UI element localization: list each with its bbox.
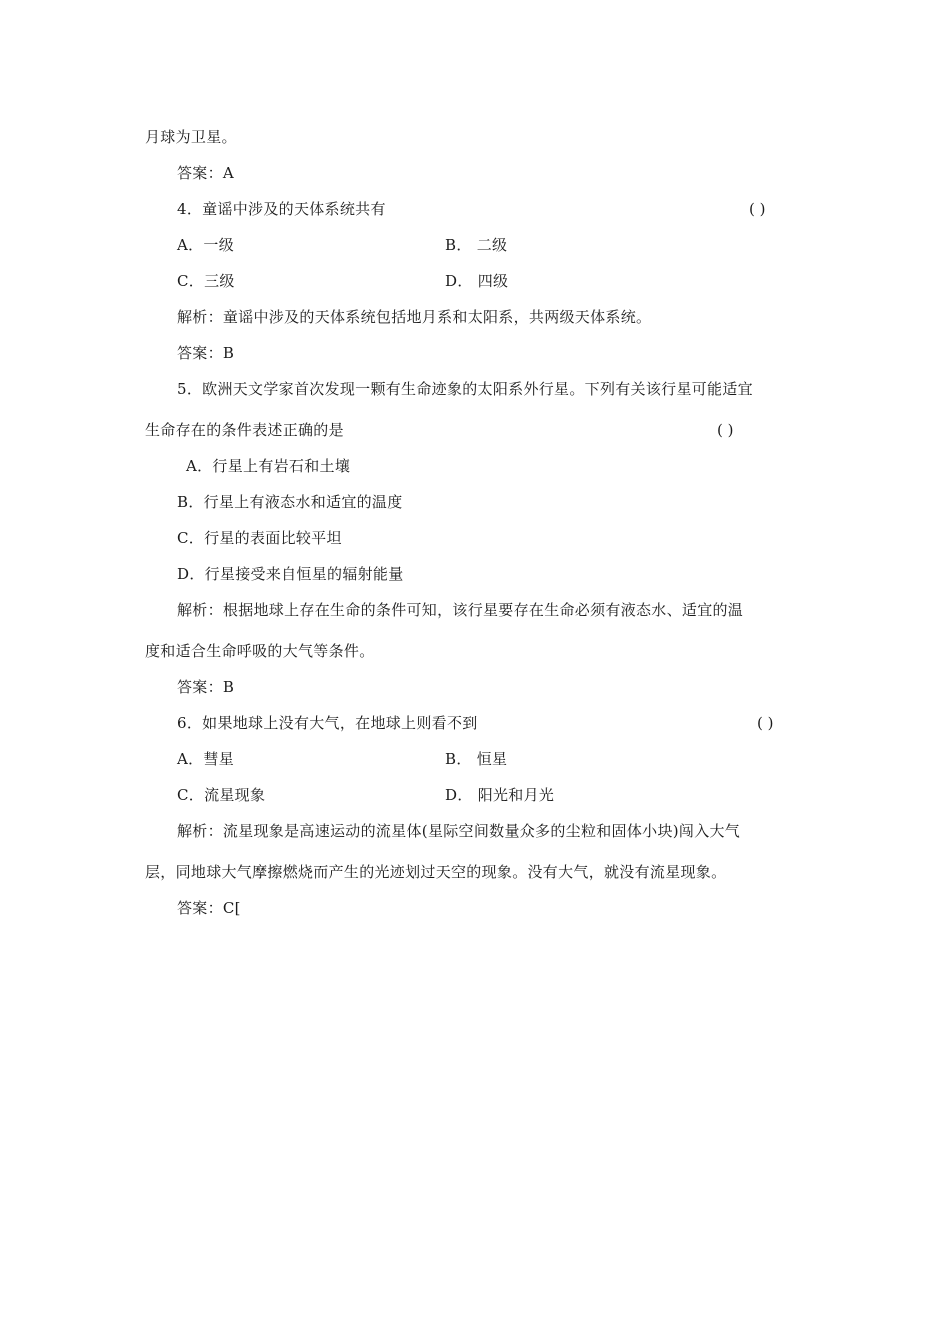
question-5-option-d: D．行星接受来自恒星的辐射能量 [177, 565, 404, 583]
question-5-option-c: C．行星的表面比较平坦 [177, 529, 342, 547]
question-6-option-b: B． 恒星 [445, 750, 508, 768]
question-6-answer: 答案：C[ [177, 899, 241, 917]
question-4-answer: 答案：B [177, 344, 235, 362]
question-5-stem-line-1: 5．欧洲天文学家首次发现一颗有生命迹象的太阳系外行星。下列有关该行星可能适宜 [177, 380, 753, 398]
question-5-option-b: B．行星上有液态水和适宜的温度 [177, 493, 403, 511]
question-6-option-a: A．彗星 [177, 750, 235, 768]
question-6-option-c: C．流星现象 [177, 786, 266, 804]
question-4-answer-blank: ( ) [749, 200, 766, 218]
question-5-stem-line-2: 生命存在的条件表述正确的是 [145, 421, 344, 439]
question-5-option-a: A．行星上有岩石和土壤 [186, 457, 351, 475]
question-4-option-b: B． 二级 [445, 236, 508, 254]
question-5-explanation-line-2: 度和适合生命呼吸的大气等条件。 [145, 642, 375, 660]
question-6-option-d: D． 阳光和月光 [445, 786, 555, 804]
question-5-answer: 答案：B [177, 678, 235, 696]
answer-line: 答案：A [177, 164, 235, 182]
text-line: 月球为卫星。 [145, 128, 237, 146]
question-4-option-d: D． 四级 [445, 272, 509, 290]
question-6-explanation-line-1: 解析：流星现象是高速运动的流星体(星际空间数量众多的尘粒和固体小块)闯入大气 [177, 822, 741, 840]
question-4-option-a: A．一级 [177, 236, 235, 254]
question-6-explanation-line-2: 层，同地球大气摩擦燃烧而产生的光迹划过天空的现象。没有大气，就没有流星现象。 [145, 863, 727, 881]
question-6-stem: 6．如果地球上没有大气，在地球上则看不到 [177, 714, 478, 732]
question-4-stem: 4．童谣中涉及的天体系统共有 [177, 200, 386, 218]
question-6-answer-blank: ( ) [757, 714, 774, 732]
question-4-option-c: C．三级 [177, 272, 235, 290]
question-5-explanation-line-1: 解析：根据地球上存在生命的条件可知，该行星要存在生命必须有液态水、适宜的温 [177, 601, 744, 619]
question-4-explanation: 解析：童谣中涉及的天体系统包括地月系和太阳系，共两级天体系统。 [177, 308, 652, 326]
question-5-answer-blank: ( ) [717, 421, 734, 439]
